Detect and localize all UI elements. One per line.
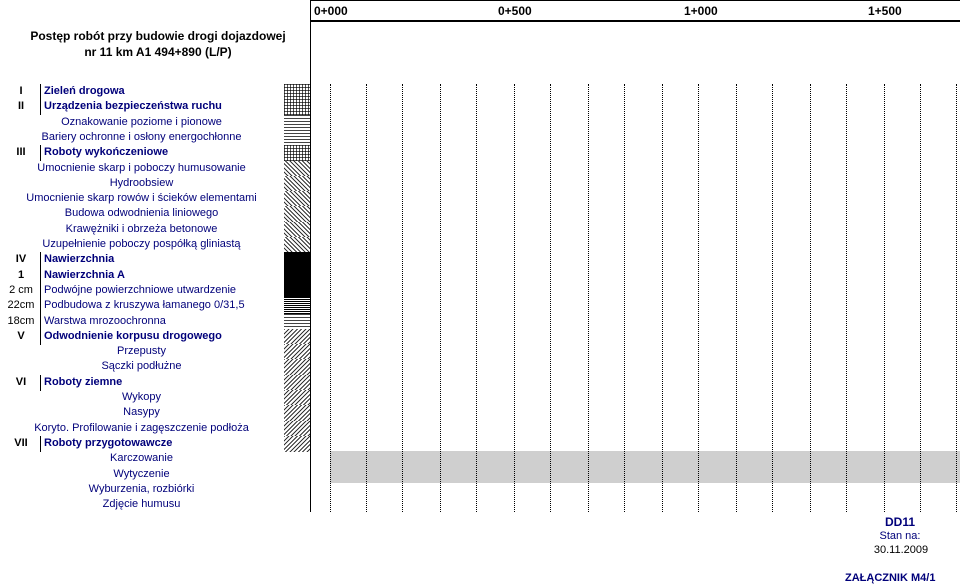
legend-pattern-swatch [284,130,310,146]
legend-pattern-swatch [284,314,310,330]
work-item-code: VI [15,375,27,388]
chainage-gridline [846,84,848,512]
legend-pattern-swatch [284,329,310,345]
work-item-label: Krawężniki i obrzeża betonowe [65,222,218,235]
chainage-gridline [884,84,886,512]
chainage-gridline [476,84,478,512]
legend-pattern-swatch [284,390,310,406]
work-item-row [0,375,310,391]
work-item-row [0,329,310,345]
legend-pattern-swatch [284,191,310,207]
work-item-label: Roboty wykończeniowe [44,146,169,159]
legend-pattern-swatch [284,176,310,192]
work-item-row [0,84,310,100]
legend-pattern-swatch [284,268,310,284]
work-item-label: Odwodnienie korpusu drogowego [44,329,222,342]
work-item-row [0,482,310,498]
code-divider [40,268,41,284]
chainage-gridline [588,84,590,512]
work-item-row [0,130,310,146]
code-divider [40,314,41,330]
km-mark-0: 0+000 [314,4,348,18]
work-item-label: Uzupełnienie poboczy pospółką gliniastą [42,238,241,250]
attachment-label: ZAŁĄCZNIK M4/1 [845,572,936,584]
legend-pattern-swatch [284,375,310,391]
work-item-row [0,176,310,192]
work-item-code: 2 cm [9,283,33,296]
work-item-label: Koryto. Profilowanie i zagęszczenie podłoża [34,421,249,434]
work-item-label: Nawierzchnia [44,253,115,266]
legend-pattern-swatch [284,161,310,177]
legend-pattern-swatch [284,145,310,161]
work-item-row [0,390,310,406]
work-item-label: Zdjęcie humusu [102,498,181,511]
work-item-row [0,237,310,253]
work-item-row [0,206,310,222]
legend-pattern-swatch [284,206,310,222]
work-item-label: Zieleń drogowa [44,85,125,97]
legend-pattern-swatch [284,84,310,100]
legend-pattern-swatch [284,237,310,253]
work-item-row [0,344,310,360]
chainage-gridline [772,84,774,512]
code-divider [40,84,41,100]
work-item-code: I [19,85,23,97]
work-item-row [0,145,310,161]
chainage-gridline [514,84,516,512]
work-item-label: Podwójne powierzchniowe utwardzenie [44,283,237,296]
work-item-label: Przepusty [117,345,166,358]
work-item-row [0,298,310,314]
code-divider [40,298,41,314]
chainage-gridline [920,84,922,512]
chainage-gridline [624,84,626,512]
work-item-label: Roboty przygotowawcze [44,436,173,449]
chainage-gridline [330,84,332,512]
drawing-code: DD11 [884,515,916,529]
legend-pattern-swatch [284,99,310,115]
code-divider [40,329,41,345]
status-date: 30.11.2009 [873,544,929,556]
code-divider [40,375,41,391]
legend-pattern-swatch [284,283,310,299]
work-item-row [0,314,310,330]
code-divider [40,252,41,268]
work-item-row [0,268,310,284]
work-item-label: Umocnienie skarp rowów i ścieków elementami [26,192,257,205]
chainage-gridline [440,84,442,512]
legend-pattern-swatch [284,359,310,375]
work-item-label: Wyburzenia, rozbiórki [88,482,195,495]
work-item-row [0,451,310,467]
chainage-gridline [662,84,664,512]
code-divider [40,145,41,161]
legend-pattern-swatch [284,115,310,131]
work-item-label: Sączki podłużne [101,360,182,373]
work-item-code: VII [14,436,28,449]
work-item-row [0,497,310,513]
legend-pattern-swatch [284,421,310,437]
work-item-row [0,161,310,177]
chainage-gridline [956,84,958,512]
work-item-label: Hydroobsiew [109,176,174,189]
progress-bar-grey [330,467,960,483]
code-divider [40,99,41,115]
kilometer-header [310,0,960,22]
work-item-code: V [17,329,25,342]
progress-bar-grey [330,451,960,467]
legend-pattern-swatch [284,298,310,314]
legend-pattern-swatch [284,405,310,421]
work-item-label: Karczowanie [110,452,173,465]
chainage-gridline [698,84,700,512]
work-item-row [0,115,310,131]
work-item-row [0,252,310,268]
chainage-gridline [810,84,812,512]
progress-chart-area [310,84,960,512]
chainage-gridline [402,84,404,512]
code-divider [40,436,41,452]
work-item-label: Roboty ziemne [44,375,123,388]
chainage-gridline [736,84,738,512]
work-item-row [0,283,310,299]
work-item-label: Budowa odwodnienia liniowego [64,207,219,220]
work-item-label: Warstwa mrozoochronna [44,314,166,327]
chainage-gridline [550,84,552,512]
work-item-row [0,222,310,238]
work-item-code: III [16,146,26,159]
work-item-row [0,359,310,375]
work-item-label: Nawierzchnia A [44,268,125,281]
legend-pattern-swatch [284,252,310,268]
legend-pattern-swatch [284,436,310,452]
document-title [10,28,306,60]
work-item-code: 18cm [7,314,35,327]
work-item-label: Podbudowa z kruszywa łamanego 0/31,5 [44,299,245,312]
work-item-code: 22cm [7,299,35,312]
work-item-code: 1 [17,268,25,281]
legend-pattern-swatch [284,222,310,238]
work-item-code: IV [15,253,27,266]
work-item-label: Wykopy [121,391,162,403]
work-item-row [0,467,310,483]
code-divider [40,283,41,299]
work-item-row [0,405,310,421]
work-item-row [0,99,310,115]
work-item-label: Urządzenia bezpieczeństwa ruchu [44,100,222,113]
work-item-label: Wytyczenie [113,467,170,480]
km-mark-1: 0+500 [498,4,532,18]
chainage-gridline [366,84,368,512]
legend-pattern-swatch [284,344,310,360]
work-item-code: II [17,100,25,113]
work-item-label: Bariery ochronne i osłony energochłonne [41,130,242,143]
work-item-label: Umocnienie skarp i poboczy humusowanie [37,161,246,174]
work-item-label: Oznakowanie poziome i pionowe [61,115,222,128]
work-item-label: Nasypy [123,406,160,419]
work-item-row [0,421,310,437]
status-label: Stan na: [879,530,921,542]
km-mark-3: 1+500 [868,4,902,18]
kilometer-scale-bar [310,20,960,22]
work-item-row [0,436,310,452]
km-mark-2: 1+000 [684,4,718,18]
title-line-2: nr 11 km A1 494+890 (L/P) [84,45,232,59]
work-item-row [0,191,310,207]
title-line-1: Postęp robót przy budowie drogi dojazdowej [30,29,286,43]
